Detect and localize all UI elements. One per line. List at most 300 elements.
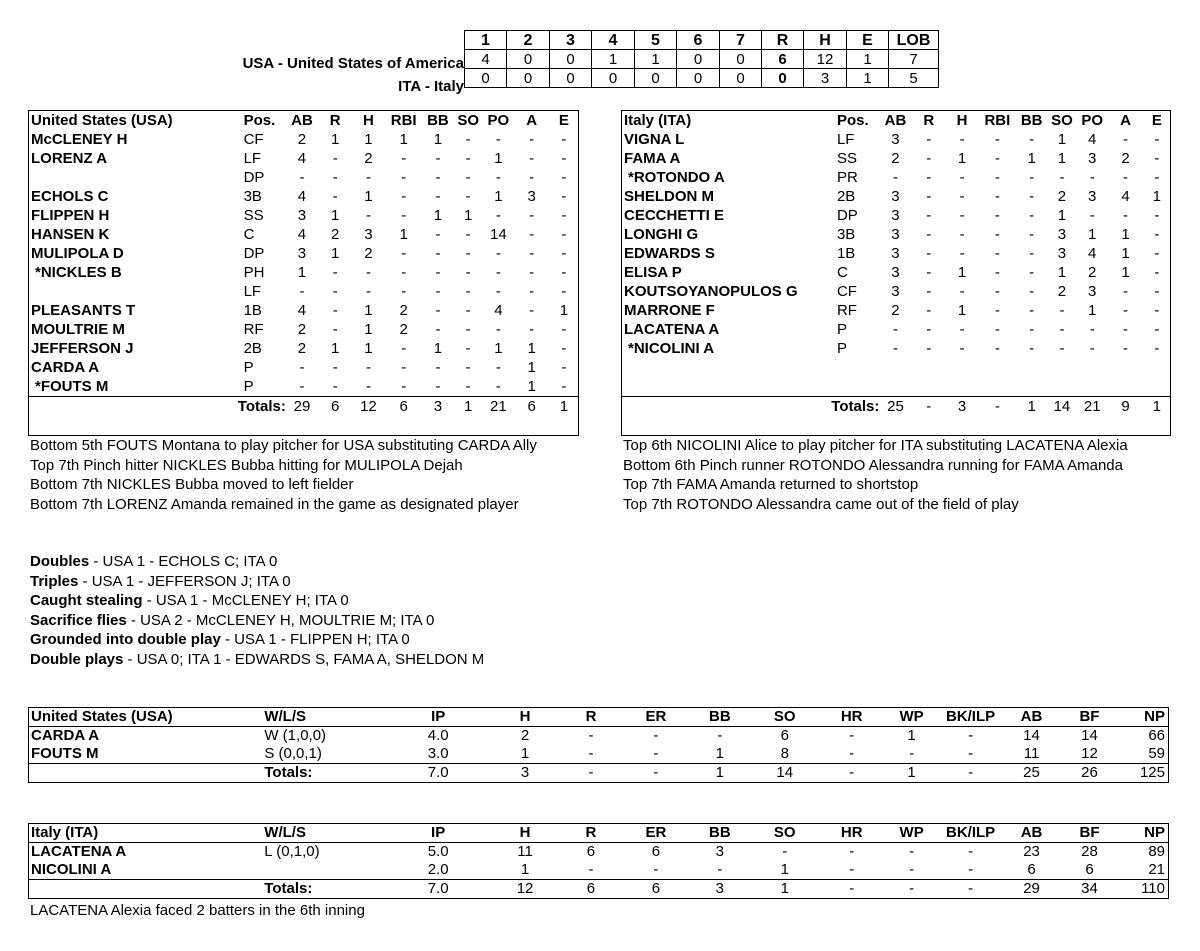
pitching-header-cell: SO (752, 708, 818, 727)
stat-cell: - (1059, 321, 1065, 338)
stat-cell: 2.0 (427, 861, 449, 878)
stat-cell: - (1154, 321, 1160, 338)
stat-cell: 4.0 (427, 727, 449, 744)
stat-cell: - (465, 321, 471, 338)
pitching-team-title: United States (USA) (29, 708, 265, 727)
stat-cell: 1 (331, 340, 340, 357)
stat-cell: 1B (836, 245, 856, 262)
extra-line (30, 572, 484, 592)
stat-cell: - (1154, 302, 1160, 319)
stat-cell: - (994, 188, 1000, 205)
stat-cell: - (465, 131, 471, 148)
batting-row (29, 339, 578, 358)
stat-cell: - (332, 321, 338, 338)
stat-cell: 2 (297, 131, 307, 148)
extra-label: Sacrifice flies (30, 611, 127, 629)
stat-cell: 1 (433, 340, 443, 357)
batting-header-cell: E (558, 112, 569, 129)
stat-cell: - (588, 745, 594, 762)
totals-cell: 3 (688, 880, 752, 899)
linescore-cell: 12 (804, 50, 847, 69)
stat-cell: - (994, 207, 1000, 224)
stat-cell: 3 (891, 188, 900, 205)
stat-cell: - (401, 245, 407, 262)
pitching-header-row (29, 708, 1169, 727)
player-name: FLIPPEN H (31, 207, 110, 224)
batting-header-cell: R (923, 112, 935, 129)
stat-cell: - (465, 359, 471, 376)
batting-row (622, 149, 1170, 168)
totals-cell: 25 (879, 397, 911, 417)
pitching-header-row (29, 824, 1169, 843)
linescore-header-cell: 5 (635, 31, 677, 50)
pitching-header-cell: HR (818, 824, 886, 843)
stat-cell: - (332, 359, 338, 376)
stat-cell: 14 (490, 226, 507, 243)
totals-cell: 1 (1144, 397, 1170, 417)
stat-cell: 14 (1023, 727, 1040, 744)
linescore-cell: 0 (677, 50, 720, 69)
usa-batting-table (29, 111, 578, 416)
pitching-row (29, 727, 1169, 746)
extra-text: - USA 1 - ECHOLS C; ITA 0 (93, 553, 278, 570)
stat-cell: - (994, 264, 1000, 281)
batting-row (622, 282, 1170, 301)
stat-cell (879, 377, 911, 397)
pitching-header-cell: WP (886, 708, 938, 727)
batting-row (622, 244, 1170, 263)
stat-cell: 1 (715, 745, 724, 762)
batting-row (29, 377, 578, 397)
stat-cell: - (892, 340, 898, 357)
stat-cell: 3 (364, 226, 373, 243)
pitching-header-cell: AB (1004, 824, 1060, 843)
stat-cell: DP (243, 245, 265, 262)
stat-cell: - (1029, 264, 1035, 281)
batting-header-cell: RBI (984, 112, 1011, 129)
pitching-header-cell: H (492, 824, 558, 843)
stat-cell: - (365, 283, 371, 300)
stat-cell: 2 (1057, 188, 1067, 205)
stat-cell: 8 (780, 745, 789, 762)
pitching-header-cell: R (558, 708, 624, 727)
linescore-header-cell: H (804, 31, 847, 50)
stat-cell: SS (836, 150, 857, 167)
stat-cell: - (465, 169, 471, 186)
stat-cell: 2 (891, 150, 900, 167)
stat-cell: - (465, 302, 471, 319)
stat-cell: - (495, 207, 501, 224)
stat-cell: - (1154, 226, 1160, 243)
stat-cell: - (561, 226, 567, 243)
note-line: Bottom 6th Pinch runner ROTONDO Alessandra running for FAMA Amanda (623, 456, 1123, 474)
stat-cell: 5.0 (427, 843, 449, 860)
stat-cell (1077, 358, 1107, 377)
linescore-cell: 0 (465, 69, 507, 88)
pitcher-name: CARDA A (31, 727, 100, 744)
stat-cell: - (1123, 302, 1128, 319)
note-line: Top 7th Pinch hitter NICKLES Bubba hitting for MULIPOLA Dejah (30, 456, 463, 474)
batting-header-cell: R (329, 112, 341, 129)
pitching-header-cell: ER (624, 708, 688, 727)
totals-cell: 1 (752, 880, 818, 899)
totals-cell: - (938, 880, 1004, 899)
stat-cell: 4 (297, 226, 307, 243)
stat-cell: 1 (907, 727, 916, 744)
stat-cell: - (1029, 188, 1035, 205)
batting-header-row (29, 111, 578, 130)
batting-header-cell: E (1151, 112, 1162, 129)
stat-cell: - (1123, 207, 1128, 224)
linescore-cell: 0 (550, 69, 592, 88)
pitching-header-cell: W/L/S (264, 708, 384, 727)
stat-cell: - (435, 283, 441, 300)
stat-cell (837, 358, 879, 377)
stat-cell: 1 (433, 131, 443, 148)
batting-row (622, 301, 1170, 320)
linescore-cell: 1 (847, 50, 889, 69)
stat-cell: 1 (1121, 226, 1130, 243)
extra-label: Caught stealing (30, 592, 143, 609)
player-name: HANSEN K (31, 226, 110, 243)
stat-cell (912, 358, 946, 377)
stat-cell: - (926, 169, 932, 186)
player-name: CECCHETTI E (624, 207, 725, 224)
stat-cell: - (401, 264, 407, 281)
stat-cell: - (529, 207, 535, 224)
stat-cell: - (435, 169, 441, 186)
stat-cell: - (435, 359, 441, 376)
stat-cell: - (892, 321, 898, 338)
totals-cell: 12 (352, 397, 384, 417)
stat-cell: - (653, 745, 659, 762)
stat-cell: 3 (1057, 245, 1067, 262)
player-name: McCLENEY H (31, 131, 128, 148)
stat-cell: 3 (297, 245, 307, 262)
stat-cell: 3 (891, 245, 900, 262)
stat-cell: 1 (364, 321, 373, 338)
player-name: EDWARDS S (624, 245, 715, 262)
stat-cell: 1 (520, 745, 530, 762)
stat-cell: 1 (399, 131, 408, 148)
player-name: LONGHI G (624, 226, 699, 243)
batting-header-cell: A (526, 112, 538, 129)
stat-cell: S (0,0,1) (264, 745, 322, 762)
totals-cell: - (624, 764, 688, 783)
stat-cell: - (909, 843, 915, 860)
totals-spacer (29, 880, 265, 899)
totals-cell: 14 (1047, 397, 1077, 417)
stat-cell: 1 (780, 861, 789, 878)
batting-row (29, 301, 578, 320)
note-line: Bottom 7th NICKLES Bubba moved to left fielder (30, 476, 354, 493)
stat-cell: - (561, 283, 567, 300)
stat-cell: - (365, 207, 371, 224)
extra-line (30, 650, 484, 670)
stat-cell: - (365, 378, 371, 395)
stat-cell: P (836, 321, 847, 338)
stat-cell: - (465, 283, 471, 300)
stat-cell: - (1029, 283, 1035, 300)
stat-cell: - (1029, 340, 1035, 357)
stat-cell: - (465, 150, 471, 167)
stat-cell: - (561, 245, 567, 262)
stat-cell: 1 (297, 264, 307, 281)
totals-cell: 21 (1077, 397, 1107, 417)
stat-cell: 3B (836, 226, 856, 243)
stat-cell: - (529, 283, 535, 300)
totals-spacer (29, 764, 265, 783)
stat-cell: - (529, 302, 535, 319)
stat-cell: 23 (1023, 843, 1040, 860)
stat-cell: - (495, 321, 501, 338)
stat-cell: 2 (891, 302, 900, 319)
stat-cell: - (365, 264, 371, 281)
stat-cell: 1 (1088, 302, 1097, 319)
linescore-header-cell: 7 (720, 31, 762, 50)
stat-cell (1017, 358, 1047, 377)
totals-cell: - (558, 764, 624, 783)
batting-row (622, 187, 1170, 206)
stat-cell: - (529, 245, 535, 262)
pitching-header-cell: IP (384, 708, 492, 727)
pitching-totals-row (29, 764, 1169, 783)
stat-cell: - (968, 727, 974, 744)
stat-cell: - (435, 321, 441, 338)
totals-cell: 9 (1107, 397, 1143, 417)
extra-label: Grounded into double play (30, 631, 221, 648)
stat-cell: - (465, 188, 471, 205)
stat-cell: 59 (1148, 745, 1165, 762)
ita-batting-table (622, 111, 1170, 416)
totals-cell: 1 (550, 397, 578, 417)
stat-cell: 3 (1088, 150, 1097, 167)
batting-row (29, 358, 578, 377)
batting-totals-row (622, 397, 1170, 417)
stat-cell: 1 (527, 378, 536, 395)
batting-header-cell: PO (1081, 112, 1104, 129)
pitcher-name: LACATENA A (31, 843, 127, 860)
linescore-header-cell: LOB (889, 31, 939, 50)
batting-row (622, 358, 1170, 377)
stat-cell: 2 (1121, 150, 1130, 167)
stat-cell: - (994, 245, 1000, 262)
stat-cell: 3 (1088, 283, 1097, 300)
stat-cell: - (529, 226, 535, 243)
extra-line (30, 552, 484, 572)
totals-cell: 29 (1004, 880, 1060, 899)
stat-cell: - (994, 321, 1000, 338)
stat-cell: 2 (331, 226, 340, 243)
player-name (622, 377, 837, 397)
stat-cell: - (561, 378, 567, 395)
usa-pitching-table (28, 707, 1169, 783)
stat-cell: - (909, 745, 915, 762)
batting-row (622, 377, 1170, 397)
stat-cell: - (994, 283, 1000, 300)
pitching-header-cell: H (492, 708, 558, 727)
player-name: KOUTSOYANOPULOS G (624, 283, 798, 300)
stat-cell: - (994, 131, 1000, 148)
stat-cell: - (926, 283, 932, 300)
stat-cell: - (465, 226, 471, 243)
player-name: JEFFERSON J (31, 340, 134, 357)
stat-cell: - (495, 169, 501, 186)
stat-cell: 1 (1057, 207, 1067, 224)
totals-cell: - (886, 880, 938, 899)
stat-cell: - (561, 169, 567, 186)
batting-row (29, 168, 578, 187)
extra-text: - USA 0; ITA 1 - EDWARDS S, FAMA A, SHELDON M (127, 650, 485, 668)
stat-cell: 1 (1121, 245, 1130, 262)
stat-cell: - (435, 302, 441, 319)
linescore-cell: 0 (507, 50, 550, 69)
stat-cell: - (849, 861, 855, 878)
stat-cell: - (968, 843, 974, 860)
linescore-cell: 0 (677, 69, 720, 88)
stat-cell: - (959, 169, 965, 186)
stat-cell: 1 (957, 302, 967, 319)
linescore-cell: 1 (635, 50, 677, 69)
stat-cell: - (561, 188, 567, 205)
player-name: PLEASANTS T (31, 302, 136, 319)
linescore-team-usa: USA - United States of America (242, 55, 464, 72)
stat-cell: 3 (891, 264, 900, 281)
linescore-cell: 0 (762, 69, 804, 88)
pitching-header-cell: HR (818, 708, 886, 727)
pitching-header-cell: BF (1060, 824, 1120, 843)
stat-cell (264, 861, 384, 880)
linescore-cell: 0 (635, 69, 677, 88)
stat-cell (978, 377, 1016, 397)
stat-cell: DP (836, 207, 858, 224)
stat-cell: - (1154, 150, 1160, 167)
stat-cell: - (401, 359, 407, 376)
linescore-cell: 7 (889, 50, 939, 69)
pitching-row (29, 745, 1169, 764)
totals-label: Totals: (622, 397, 879, 417)
stat-cell: - (1154, 245, 1160, 262)
stat-cell: 1 (494, 340, 503, 357)
linescore-cell: 1 (592, 50, 635, 69)
stat-cell: 2 (399, 302, 408, 319)
stat-cell: - (495, 264, 501, 281)
extra-label: Doubles (30, 553, 90, 570)
stat-cell: - (994, 340, 1000, 357)
batting-row (29, 149, 578, 168)
stat-cell: DP (243, 169, 265, 186)
player-name: VIGNA L (624, 131, 685, 148)
stat-cell: 2 (364, 150, 373, 167)
batting-team-title: United States (USA) (31, 112, 173, 129)
stat-cell: - (717, 727, 723, 744)
linescore-row (465, 69, 939, 88)
totals-cell: 7.0 (384, 764, 492, 783)
totals-cell: - (818, 764, 886, 783)
linescore-cell: 4 (465, 50, 507, 69)
stat-cell: - (435, 245, 441, 262)
pitching-header-cell: WP (886, 824, 938, 843)
stat-cell: - (299, 169, 305, 186)
stat-cell: 3 (891, 131, 900, 148)
stat-cell: - (332, 378, 338, 395)
stat-cell: 28 (1081, 843, 1098, 860)
stat-cell: - (892, 169, 898, 186)
stat-cell (1144, 377, 1170, 397)
stat-cell: - (1154, 283, 1160, 300)
totals-cell: 110 (1119, 880, 1168, 899)
stat-cell: - (332, 283, 338, 300)
stat-cell: - (465, 340, 471, 357)
stat-cell (837, 377, 879, 397)
stat-cell: PH (243, 264, 265, 281)
stat-cell: 2B (243, 340, 262, 357)
pitching-header-cell: SO (752, 824, 818, 843)
stat-cell: - (1089, 340, 1095, 357)
stat-cell: - (653, 727, 659, 744)
stat-cell: 1 (494, 150, 503, 167)
stat-cell: C (836, 264, 848, 281)
stat-cell: - (332, 150, 338, 167)
stat-cell: - (994, 169, 1000, 186)
stat-cell: 2 (297, 321, 307, 338)
pitching-row (29, 843, 1169, 862)
stat-cell: LF (243, 150, 262, 167)
batting-row (622, 339, 1170, 358)
stat-cell: - (401, 207, 407, 224)
stat-cell: 1 (331, 131, 340, 148)
batting-row (622, 168, 1170, 187)
totals-cell: 1 (453, 397, 483, 417)
totals-label: Totals: (264, 764, 384, 783)
stat-cell: 1 (364, 131, 373, 148)
stat-cell: LF (836, 131, 855, 148)
stat-cell: 2 (399, 321, 408, 338)
stat-cell: - (926, 150, 932, 167)
stat-cell: C (243, 226, 255, 243)
stat-cell: 4 (494, 302, 503, 319)
stat-cell (1017, 377, 1047, 397)
ita-batting-box (621, 110, 1171, 436)
batting-header-cell: BB (427, 112, 449, 129)
stat-cell: 3.0 (427, 745, 449, 762)
stat-cell: 1 (331, 245, 340, 262)
player-name: LORENZ A (31, 150, 108, 167)
batting-header-cell: BB (1020, 112, 1043, 129)
totals-cell: 125 (1119, 764, 1168, 783)
linescore-header-row (465, 31, 939, 50)
batting-row (29, 282, 578, 301)
stat-cell: 2 (1088, 264, 1097, 281)
stat-cell: - (435, 264, 441, 281)
linescore-cell: 0 (550, 50, 592, 69)
player-name: ELISA P (624, 264, 682, 281)
stat-cell: - (495, 245, 501, 262)
stat-cell (1144, 358, 1170, 377)
stat-cell (946, 377, 978, 397)
player-name: MARRONE F (624, 302, 715, 319)
totals-cell: 7.0 (384, 880, 492, 899)
stat-cell: - (332, 264, 338, 281)
stat-cell: - (959, 321, 965, 338)
batting-row (29, 206, 578, 225)
totals-cell: 12 (492, 880, 558, 899)
stat-cell: SS (243, 207, 264, 224)
stat-cell: - (1029, 207, 1035, 224)
stat-cell: - (1154, 207, 1160, 224)
linescore-header-cell: 6 (677, 31, 720, 50)
stat-cell: 6 (1085, 861, 1094, 878)
